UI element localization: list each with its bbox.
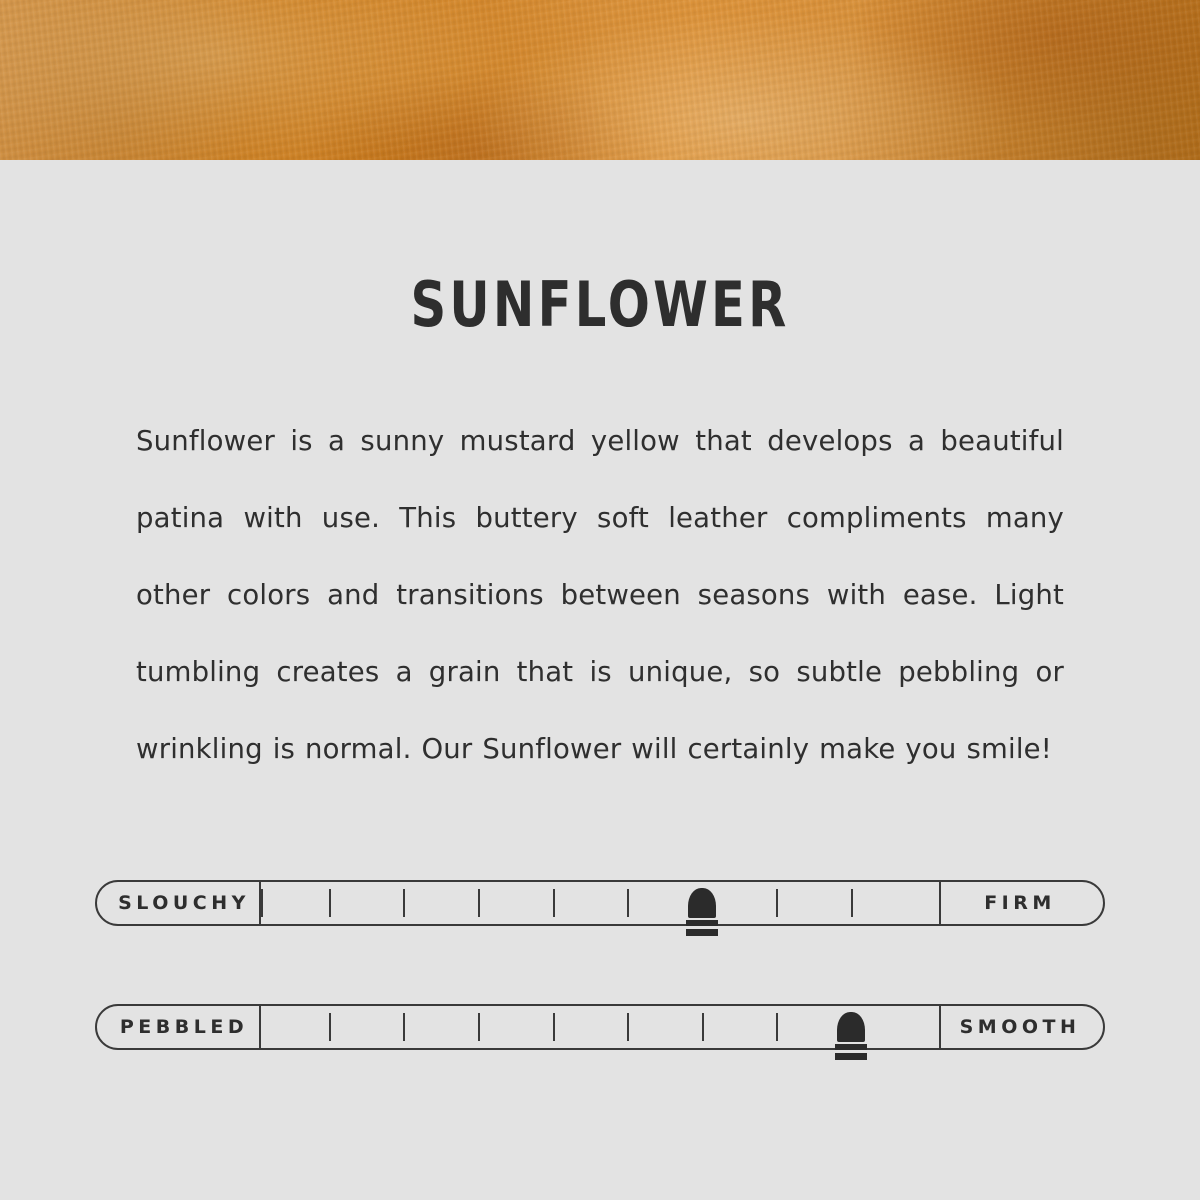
scale-right-label: FIRM <box>939 880 1105 926</box>
scale-tick <box>403 1013 405 1041</box>
scale-texture <box>95 1004 1105 1050</box>
scale-tick <box>329 1013 331 1041</box>
scale-tick <box>553 889 555 917</box>
card-content <box>0 160 1200 788</box>
scale-structure <box>95 880 1105 926</box>
swatch-vignette-layer <box>0 0 1200 160</box>
scale-left-label: PEBBLED <box>95 1004 261 1050</box>
scale-left-label: SLOUCHY <box>95 880 261 926</box>
scale-ticks <box>261 880 939 926</box>
marker-pin-icon <box>837 1012 865 1042</box>
marker-bar-upper <box>686 920 718 926</box>
scale-right-label: SMOOTH <box>939 1004 1105 1050</box>
color-description: Sunflower is a sunny mustard yellow that develops a beautiful patina with use. This buttery soft leather compliments many other colors and transitions between seasons with ease. Light tumbling creates a grain that is unique, so subtle pebbling or wrinkling is normal. Our Sunflower will certainly make you smile! <box>136 425 1064 765</box>
marker-pin-icon <box>688 888 716 918</box>
scale-tick <box>627 1013 629 1041</box>
scale-tick <box>403 889 405 917</box>
scale-tick <box>776 1013 778 1041</box>
marker-bar-upper <box>835 1044 867 1050</box>
scale-marker-structure[interactable] <box>685 888 719 944</box>
scale-tick <box>261 889 263 917</box>
scale-tick <box>478 889 480 917</box>
scale-tick <box>553 1013 555 1041</box>
scale-tick <box>776 889 778 917</box>
marker-bar-lower <box>686 929 718 936</box>
marker-bar-lower <box>835 1053 867 1060</box>
scale-marker-texture[interactable] <box>834 1012 868 1068</box>
scale-tick <box>851 889 853 917</box>
attribute-scales <box>0 880 1200 1050</box>
page-title: SUNFLOWER <box>410 268 790 341</box>
leather-swatch-banner <box>0 0 1200 160</box>
scale-tick <box>702 1013 704 1041</box>
scale-tick <box>627 889 629 917</box>
scale-tick <box>329 889 331 917</box>
scale-ticks <box>261 1004 939 1050</box>
scale-tick <box>478 1013 480 1041</box>
